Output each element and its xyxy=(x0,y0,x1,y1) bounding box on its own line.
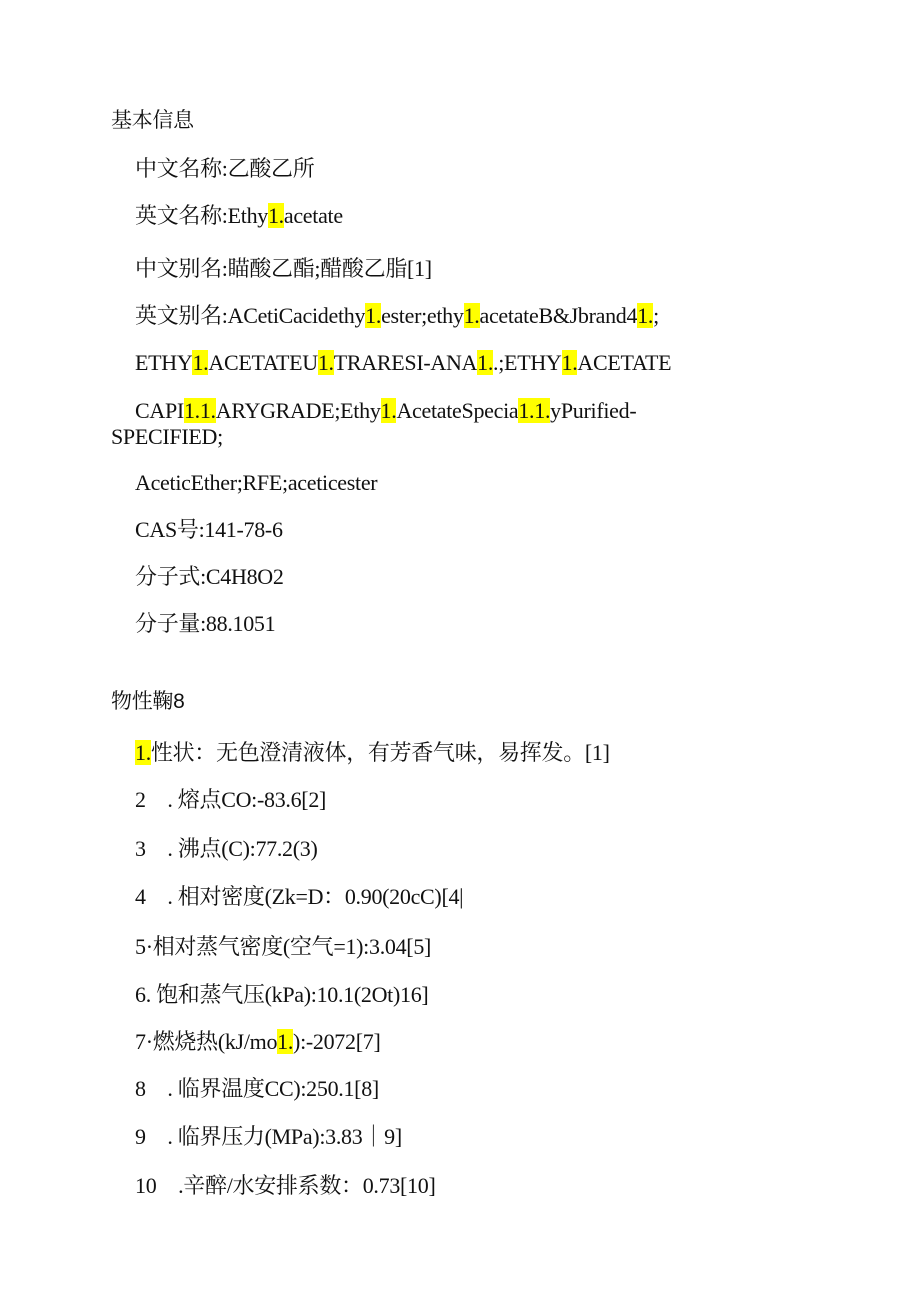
text-segment: CAPI xyxy=(135,398,184,423)
highlight-segment: 1. xyxy=(277,1029,294,1054)
highlight-segment: 1. xyxy=(317,350,334,375)
highlight-segment: 1. xyxy=(463,303,480,328)
property-item-7 xyxy=(135,1029,380,1055)
highlight-segment: 1. xyxy=(561,350,578,375)
section-heading-basic-info: 基本信息 xyxy=(111,109,194,132)
property-item-8: 8 . 临界温度CC):250.1[8] xyxy=(135,1076,379,1101)
english-name-line xyxy=(135,203,343,229)
text-segment: 英文名称:Ethy xyxy=(135,203,268,228)
property-item-10: 10 .辛醉/水安排系数：0.73[10] xyxy=(135,1173,436,1198)
chinese-alias-line: 中文别名:瞄酸乙酯;醋酸乙脂[1] xyxy=(135,256,432,281)
highlight-segment: 1. xyxy=(380,398,397,423)
text-segment: 7·燃烧热(kJ/mo xyxy=(135,1029,278,1054)
molecular-weight-line: 分子量:88.1051 xyxy=(135,611,276,636)
property-item-2: 2 . 熔点CO:-83.6[2] xyxy=(135,787,327,812)
text-segment: ACETATE xyxy=(577,350,672,375)
english-alias-line-3 xyxy=(135,398,636,424)
text-segment: ACETATEU xyxy=(208,350,318,375)
property-item-1 xyxy=(135,740,610,766)
property-item-4: 4 . 相对密度(Zk=D：0.90(20cC)[4| xyxy=(135,884,464,909)
text-segment: .;ETHY xyxy=(493,350,562,375)
text-segment: acetateB&Jbrand4 xyxy=(479,303,638,328)
highlight-segment: 1.1. xyxy=(518,398,551,423)
text-segment: 性状：无色澄清液体，有芳香气味，易挥发。[1] xyxy=(150,740,610,765)
molecular-formula-line: 分子式:C4H8O2 xyxy=(135,564,284,589)
highlight-segment: 1. xyxy=(477,350,494,375)
highlight-segment: 1. xyxy=(637,303,654,328)
chinese-name-line: 中文名称:乙酸乙所 xyxy=(135,156,315,181)
text-segment: ; xyxy=(653,303,659,328)
text-segment: ARYGRADE;Ethy xyxy=(215,398,381,423)
text-segment: ):-2072[7] xyxy=(293,1029,381,1054)
section-heading-properties: 物性鞠8 xyxy=(111,690,185,713)
text-segment: TRARESI-ANA xyxy=(333,350,478,375)
highlight-segment: 1. xyxy=(365,303,382,328)
text-segment: 英文别名:ACetiCacidethy xyxy=(135,303,366,328)
highlight-segment: 1. xyxy=(135,740,151,765)
text-segment: ETHY xyxy=(135,350,193,375)
property-item-3: 3 . 沸点(C):77.2(3) xyxy=(135,836,318,861)
property-item-6: 6. 饱和蒸气压(kPa):10.1(2Ot)16] xyxy=(135,982,429,1007)
english-alias-line-1 xyxy=(135,303,659,329)
highlight-segment: 1. xyxy=(267,203,284,228)
text-segment: acetate xyxy=(283,203,343,228)
cas-number-line: CAS号:141-78-6 xyxy=(135,517,283,542)
property-item-9: 9 . 临界压力(MPa):3.83｜9] xyxy=(135,1124,402,1149)
english-alias-line-5: AceticEther;RFE;aceticester xyxy=(135,470,378,495)
property-item-5: 5·相对蒸气密度(空气=1):3.04[5] xyxy=(135,934,432,959)
text-segment: yPurified- xyxy=(550,398,637,423)
text-segment: ester;ethy xyxy=(381,303,464,328)
highlight-segment: 1.1. xyxy=(183,398,216,423)
highlight-segment: 1. xyxy=(192,350,209,375)
text-segment: AcetateSpecia xyxy=(396,398,519,423)
english-alias-line-2 xyxy=(135,350,671,376)
english-alias-line-4: SPECIFIED; xyxy=(111,424,223,449)
